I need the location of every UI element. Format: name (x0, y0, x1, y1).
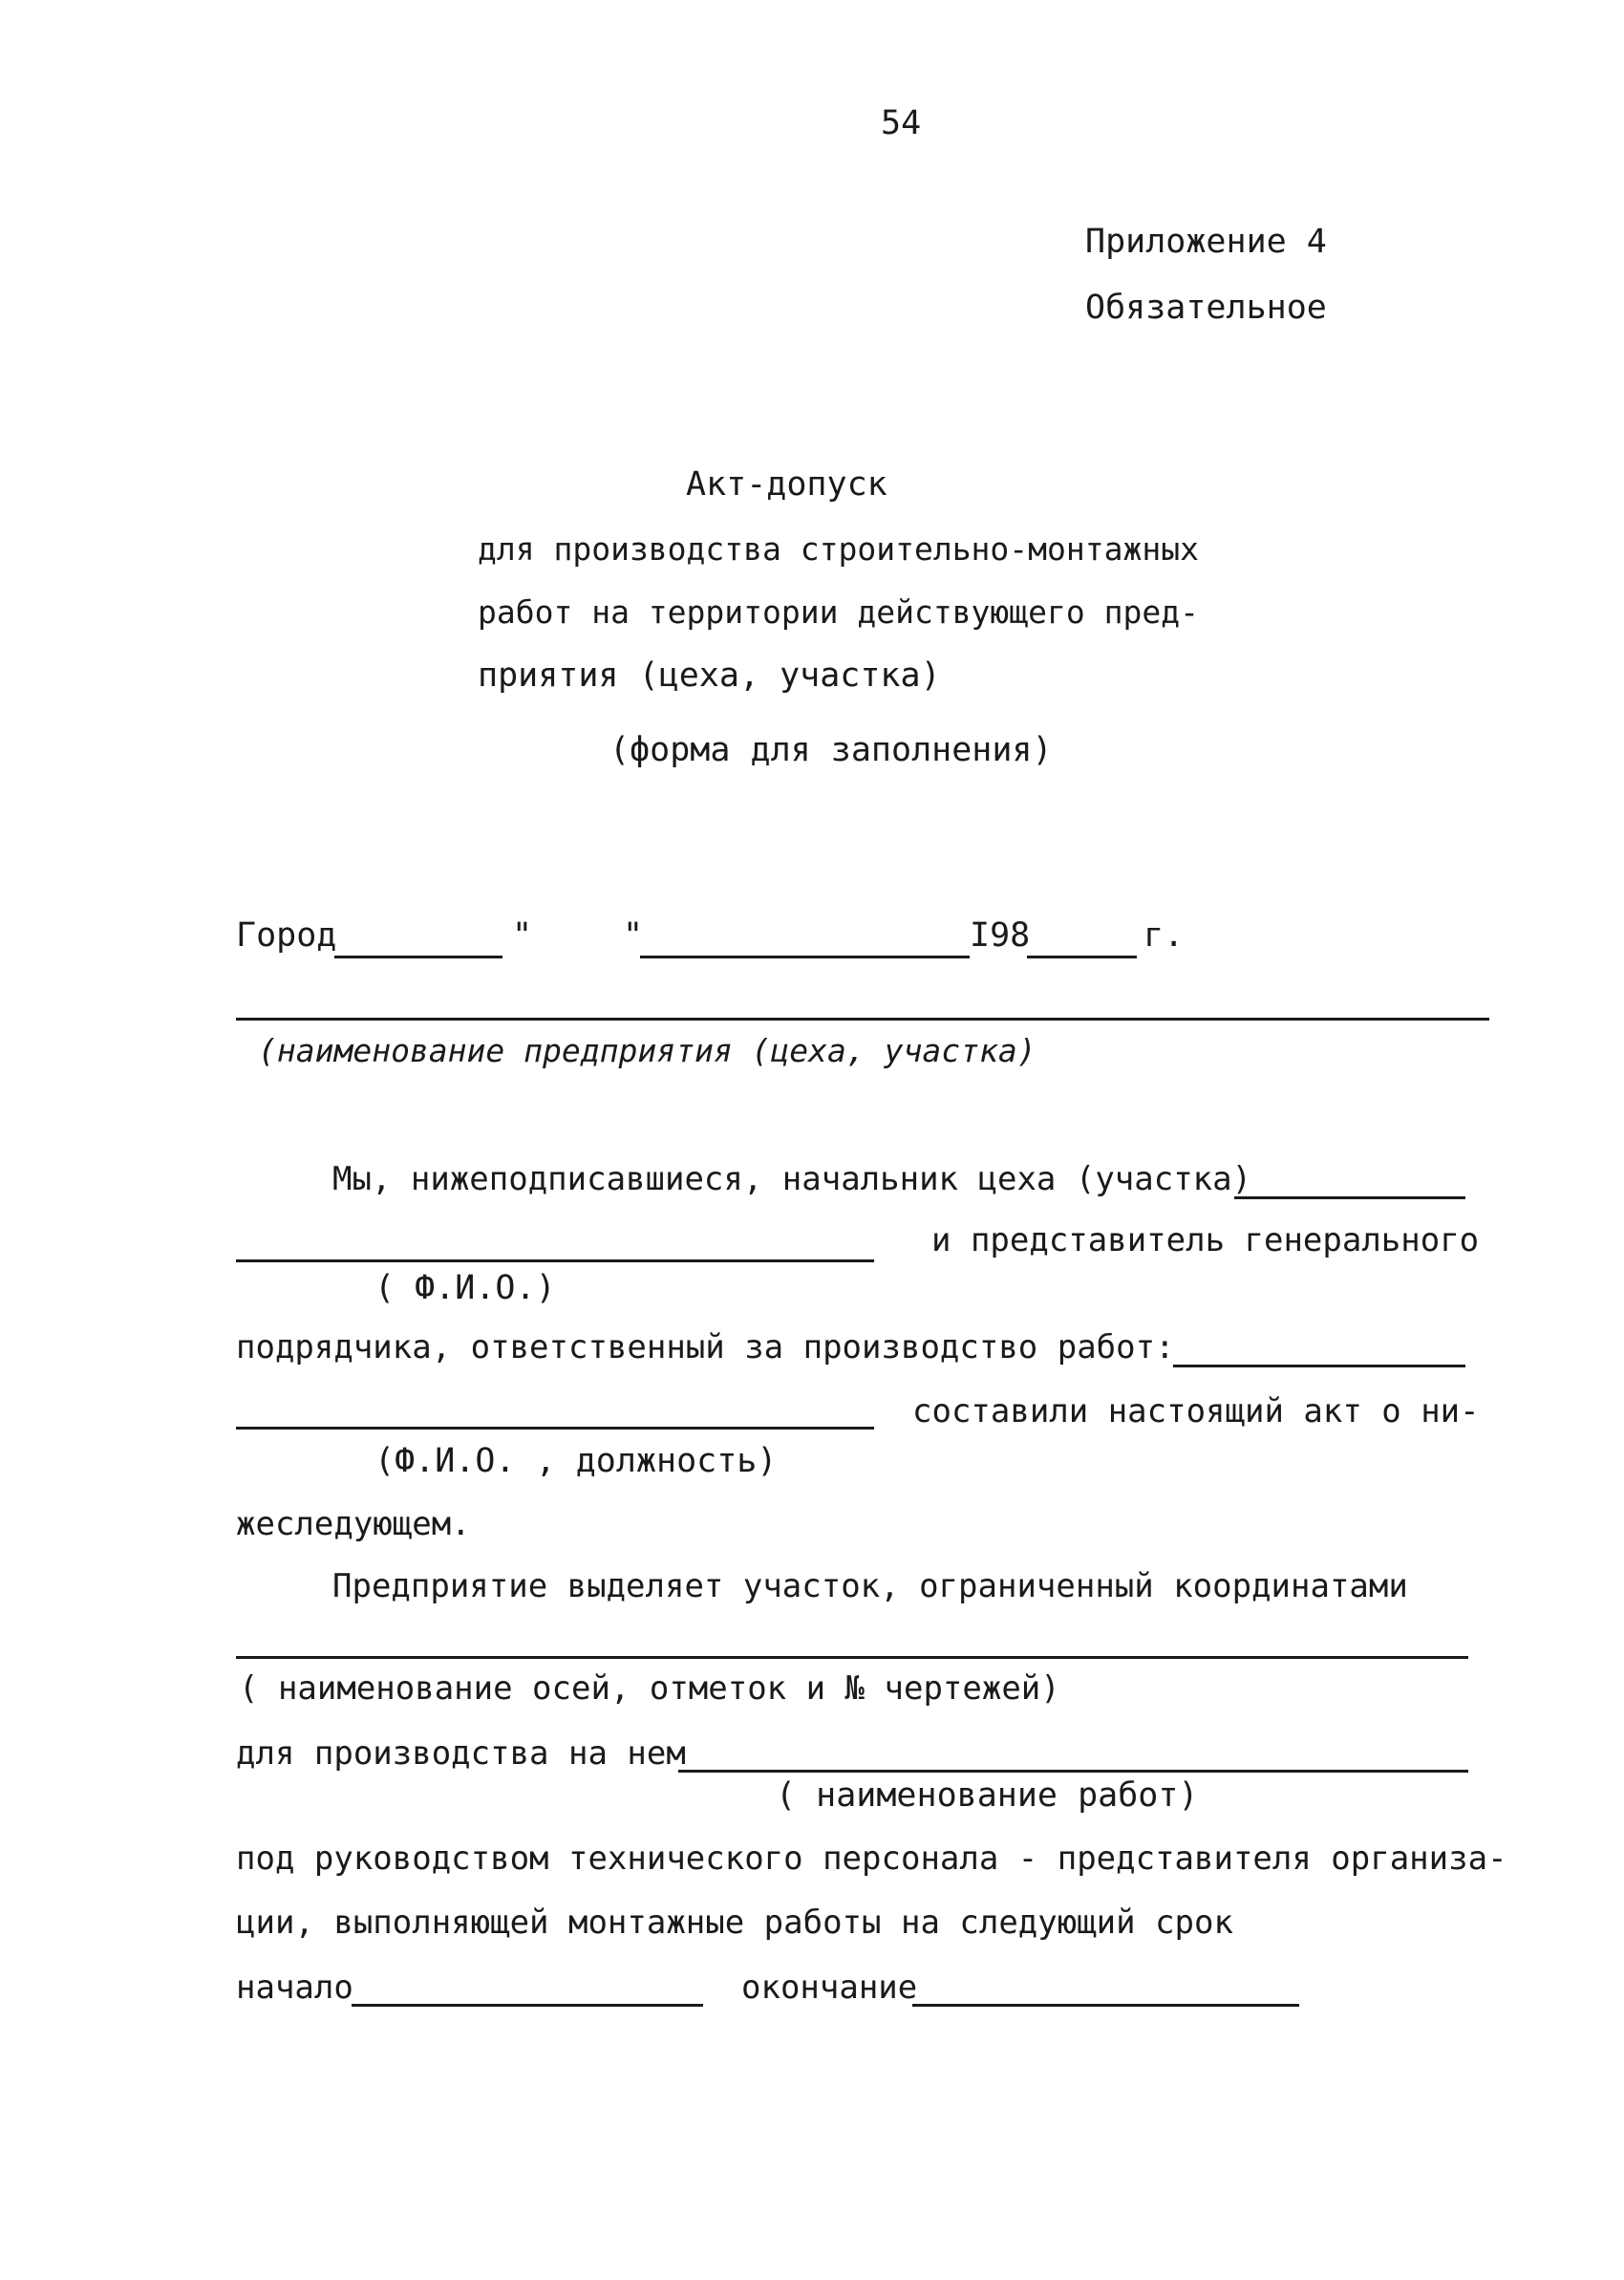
works-field-line[interactable] (678, 1770, 1468, 1773)
start-label: начало (236, 1968, 353, 2007)
year-prefix: I98 (970, 916, 1031, 955)
caption-works: ( наименование работ) (776, 1776, 1199, 1815)
p1-rep: и представитель генерального (931, 1221, 1480, 1259)
caption-fio: ( Ф.И.О.) (374, 1269, 556, 1307)
month-field-line[interactable] (640, 956, 970, 958)
chief-field-line[interactable] (1234, 1196, 1465, 1199)
axes-field-line[interactable] (236, 1656, 1468, 1659)
title-line-1: Акт-допуск (686, 465, 887, 504)
end-field-line[interactable] (912, 2004, 1299, 2007)
year-suffix: г. (1143, 916, 1185, 955)
contractor-name-field-line[interactable] (236, 1427, 874, 1430)
caption-axes: ( наименование осей, отметок и № чертежей) (239, 1669, 1060, 1708)
city-field-line[interactable] (334, 956, 502, 958)
contractor-field-line[interactable] (1173, 1365, 1465, 1367)
chief-name-field-line[interactable] (236, 1259, 874, 1262)
start-field-line[interactable] (352, 2004, 703, 2007)
p3-line-2: ции, выполняющей монтажные работы на следующий срок (236, 1904, 1233, 1942)
p3-line-1: под руководством технического персонала - представителя организа- (236, 1839, 1507, 1878)
title-line-2: для производства строительно-монтажных (478, 530, 1199, 568)
page-number: 54 (881, 104, 922, 142)
appendix-label: Приложение 4 (1085, 223, 1327, 261)
enterprise-field-line[interactable] (236, 1018, 1489, 1021)
form-note: (форма для заполнения) (609, 731, 1053, 769)
p2-start: Предприятие выделяет участок, ограниченный координатами (332, 1567, 1408, 1605)
p1-compiled: составили настоящий акт о ни- (912, 1392, 1480, 1430)
end-label: окончание (741, 1968, 918, 2007)
p1-end: жеследующем. (236, 1505, 471, 1543)
city-label: Город (236, 916, 337, 955)
title-line-3: работ на территории действующего пред- (478, 593, 1199, 631)
enterprise-caption: (наименование предприятия (цеха, участка) (258, 1032, 1036, 1069)
date-quote-close: " (623, 916, 644, 955)
p2-for: для производства на нем (236, 1734, 686, 1773)
date-quote-open: " (512, 916, 533, 955)
caption-fio-position: (Ф.И.О. , должность) (374, 1442, 778, 1480)
appendix-status: Обязательное (1085, 289, 1327, 327)
year-field-line[interactable] (1027, 956, 1137, 958)
p1-start: Мы, нижеподписавшиеся, начальник цеха (участка) (332, 1160, 1252, 1198)
title-line-4: приятия (цеха, участка) (478, 656, 941, 695)
p1-contractor: подрядчика, ответственный за производство работ: (236, 1328, 1175, 1366)
